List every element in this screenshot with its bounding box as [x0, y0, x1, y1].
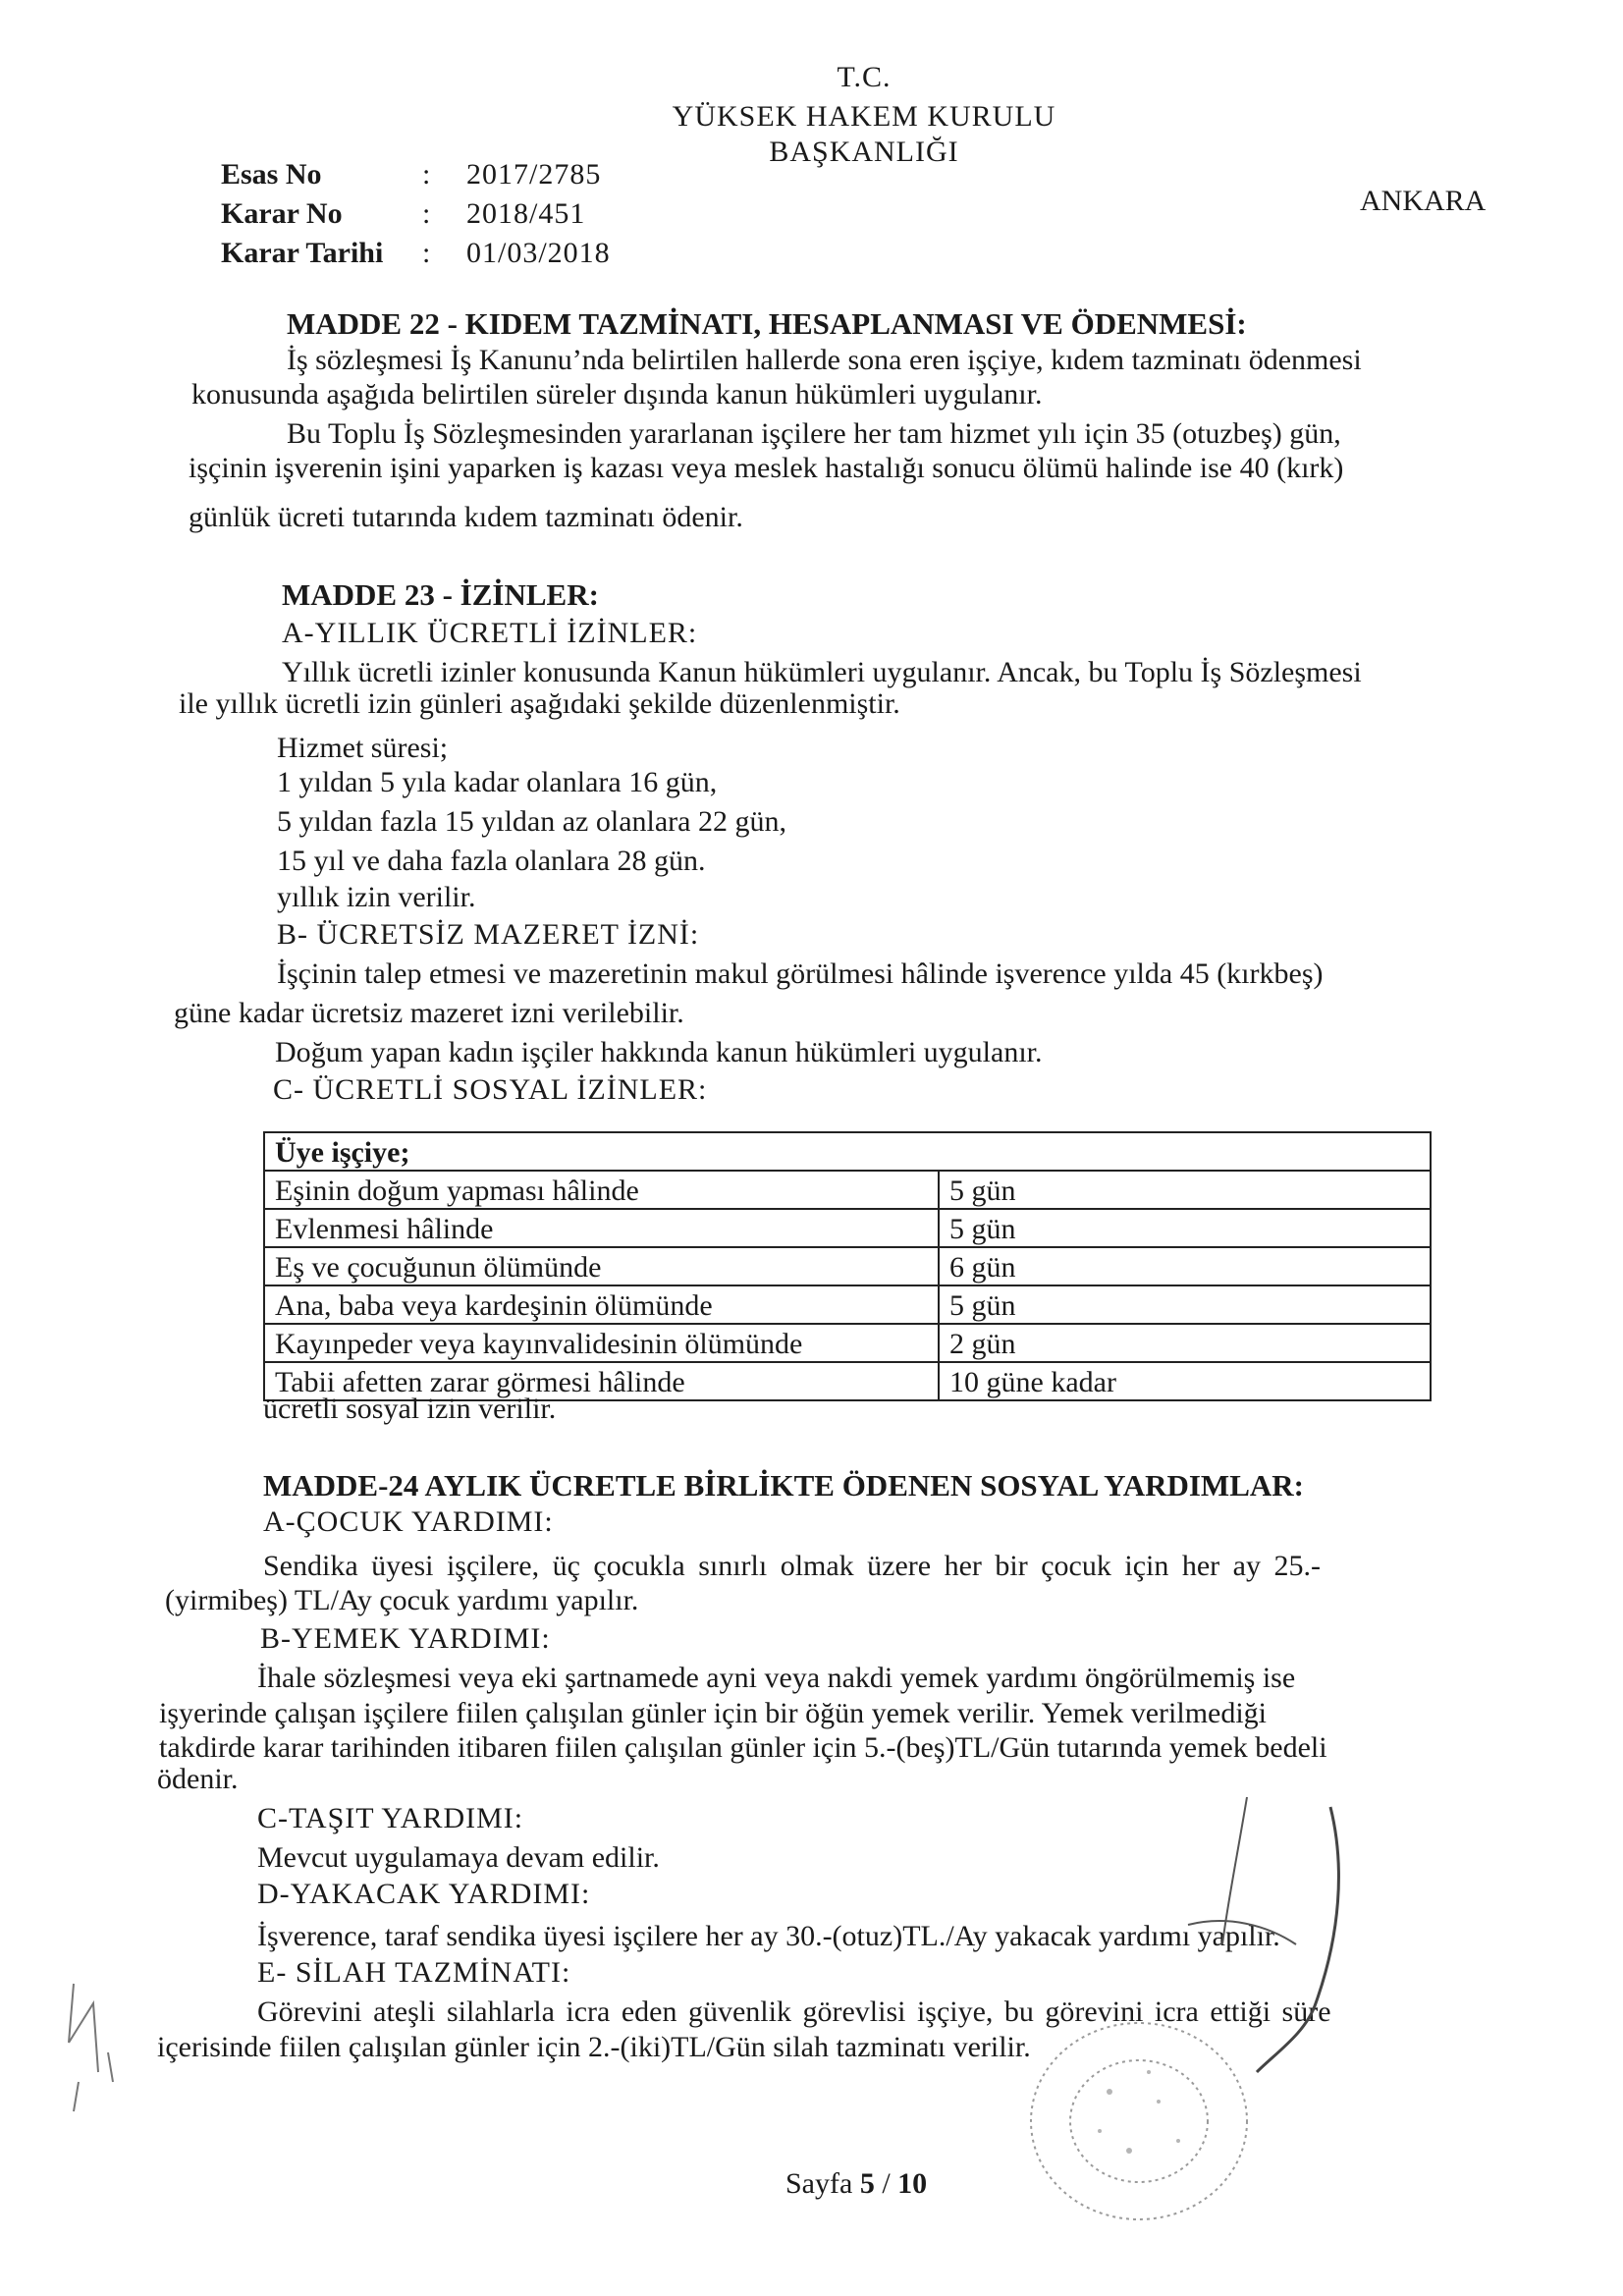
m24-a-title: A-ÇOCUK YARDIMI:: [263, 1505, 554, 1538]
m23-a-line: 15 yıl ve daha fazla olanlara 28 gün.: [277, 845, 706, 877]
table-row: [264, 1324, 1431, 1362]
social-leave-table: [263, 1131, 1432, 1401]
table-row: [264, 1285, 1431, 1324]
m22-line: Bu Toplu İş Sözleşmesinden yararlanan işçilere her tam hizmet yılı için 35 (otuzbeş) gün,: [287, 417, 1341, 450]
m23-a-line: 1 yıldan 5 yıla kadar olanlara 16 gün,: [277, 766, 718, 798]
karar-row: [221, 194, 611, 234]
table-row: [264, 1209, 1431, 1247]
page-separator: /: [874, 2167, 898, 2200]
table-cell-label: Kayınpeder veya kayınvalidesinin ölümünde: [264, 1324, 939, 1362]
initials-icon: [54, 1964, 142, 2121]
table-cell-value: 10 güne kadar: [939, 1362, 1431, 1400]
m22-line: işçinin işverenin işini yaparken iş kazası veya meslek hastalığı sonucu ölümü halinde ise 40 (kırk): [189, 452, 1344, 484]
esas-row: [221, 155, 611, 194]
table-row: [264, 1247, 1431, 1285]
m23-a-line: ile yıllık ücretli izin günleri aşağıdaki şekilde düzenlenmiştir.: [179, 687, 900, 720]
m23-a-title: A-YILLIK ÜCRETLİ İZİNLER:: [282, 617, 698, 649]
m24-d-line: İşverence, taraf sendika üyesi işçilere her ay 30.-(otuz)TL./Ay yakacak yardımı yapılır.: [257, 1920, 1280, 1952]
m24-e-line: Görevini ateşli silahlarla icra eden güvenlik görevlisi işçiye, bu görevini icra ettiği süre: [257, 1995, 1331, 2028]
m22-line: günlük ücreti tutarında kıdem tazminatı ödenir.: [189, 501, 743, 533]
karar-value: 2018/451: [466, 197, 586, 230]
case-meta: [221, 155, 611, 273]
table-cell-label: Evlenmesi hâlinde: [264, 1209, 939, 1247]
m24-e-title: E- SİLAH TAZMİNATI:: [257, 1956, 571, 1989]
table-cell-value: 6 gün: [939, 1247, 1431, 1285]
m23-b-line: İşçinin talep etmesi ve mazeretinin makul görülmesi hâlinde işverence yılda 45 (kırkbeş): [277, 957, 1324, 990]
page-total: 10: [897, 2167, 928, 2200]
m23-b-line: Doğum yapan kadın işçiler hakkında kanun hükümleri uygulanır.: [275, 1036, 1043, 1068]
m22-title: MADDE 22 - KIDEM TAZMİNATI, HESAPLANMASI VE ÖDENMESİ:: [287, 306, 1247, 341]
page-prefix: Sayfa: [785, 2167, 860, 2200]
table-cell-label: Tabii afetten zarar görmesi hâlinde: [264, 1362, 939, 1400]
table-cell-value: 5 gün: [939, 1209, 1431, 1247]
m23-title: MADDE 23 - İZİNLER:: [282, 577, 599, 612]
header-tc: T.C.: [837, 61, 892, 93]
m24-b-line: ödenir.: [157, 1763, 239, 1795]
m24-b-line: işyerinde çalışan işçilere fiilen çalışılan günler için bir öğün yemek verilir. Yemek verilmediği: [159, 1697, 1268, 1729]
tarih-sep: :: [422, 237, 431, 269]
table-cell-label: Eş ve çocuğunun ölümünde: [264, 1247, 939, 1285]
m22-line: konusunda aşağıda belirtilen süreler dışında kanun hükümleri uygulanır.: [191, 378, 1043, 410]
table-cell-label: Eşinin doğum yapması hâlinde: [264, 1171, 939, 1209]
m23-b-line: güne kadar ücretsiz mazeret izni verilebilir.: [174, 997, 684, 1029]
m23-a-line: 5 yıldan fazla 15 yıldan az olanlara 22 gün,: [277, 805, 786, 838]
m23-a-line: yıllık izin verilir.: [277, 881, 476, 913]
tarih-value: 01/03/2018: [466, 237, 611, 269]
m24-c-title: C-TAŞIT YARDIMI:: [257, 1802, 524, 1834]
m24-b-line: İhale sözleşmesi veya eki şartnamede ayni veya nakdi yemek yardımı öngörülmemiş ise: [257, 1662, 1296, 1694]
header-organization: YÜKSEK HAKEM KURULU: [672, 100, 1056, 133]
m24-a-line: (yirmibeş) TL/Ay çocuk yardımı yapılır.: [165, 1584, 639, 1616]
m24-b-title: B-YEMEK YARDIMI:: [260, 1622, 551, 1655]
m24-a-line: Sendika üyesi işçilere, üç çocukla sınırlı olmak üzere her bir çocuk için her ay 25.-: [263, 1550, 1321, 1582]
tarih-label: Karar Tarihi: [221, 237, 384, 269]
m24-d-title: D-YAKACAK YARDIMI:: [257, 1878, 591, 1910]
table-cell-value: 2 gün: [939, 1324, 1431, 1362]
karar-label: Karar No: [221, 197, 343, 230]
table-cell-value: 5 gün: [939, 1171, 1431, 1209]
esas-sep: :: [422, 158, 431, 191]
tarih-row: [221, 234, 611, 273]
table-cell-label: Ana, baba veya kardeşinin ölümünde: [264, 1285, 939, 1324]
m22-line: İş sözleşmesi İş Kanunu’nda belirtilen hallerde sona eren işçiye, kıdem tazminatı ödenmesi: [287, 344, 1362, 376]
esas-value: 2017/2785: [466, 158, 602, 191]
table-header-row: [264, 1132, 1431, 1171]
m24-b-line: takdirde karar tarihinden itibaren fiilen çalışılan günler için 5.-(beş)TL/Gün tutarında yemek bedeli: [159, 1731, 1327, 1764]
m23-a-line: Yıllık ücretli izinler konusunda Kanun hükümleri uygulanır. Ancak, bu Toplu İş Sözleşmesi: [282, 656, 1362, 688]
m24-title: MADDE-24 AYLIK ÜCRETLE BİRLİKTE ÖDENEN SOSYAL YARDIMLAR:: [263, 1468, 1304, 1503]
m23-c-after: ücretli sosyal izin verilir.: [263, 1393, 557, 1425]
table-header-cell: Üye işçiye;: [264, 1132, 1431, 1171]
header-department: BAŞKANLIĞI: [769, 136, 959, 168]
m24-c-line: Mevcut uygulamaya devam edilir.: [257, 1841, 660, 1874]
table-cell-value: 5 gün: [939, 1285, 1431, 1324]
table-row: [264, 1171, 1431, 1209]
page-footer: [785, 2167, 927, 2201]
m23-c-title: C- ÜCRETLİ SOSYAL İZİNLER:: [273, 1073, 708, 1106]
city-label: ANKARA: [1360, 185, 1487, 217]
m24-e-line: içerisinde fiilen çalışılan günler için 2.-(iki)TL/Gün silah tazminatı verilir.: [157, 2031, 1031, 2063]
esas-label: Esas No: [221, 158, 322, 191]
page-number: 5: [859, 2167, 875, 2200]
m23-a-line: Hizmet süresi;: [277, 732, 449, 764]
karar-sep: :: [422, 197, 431, 230]
m23-b-title: B- ÜCRETSİZ MAZERET İZNİ:: [277, 918, 700, 951]
signature-icon: [1129, 1777, 1384, 2102]
